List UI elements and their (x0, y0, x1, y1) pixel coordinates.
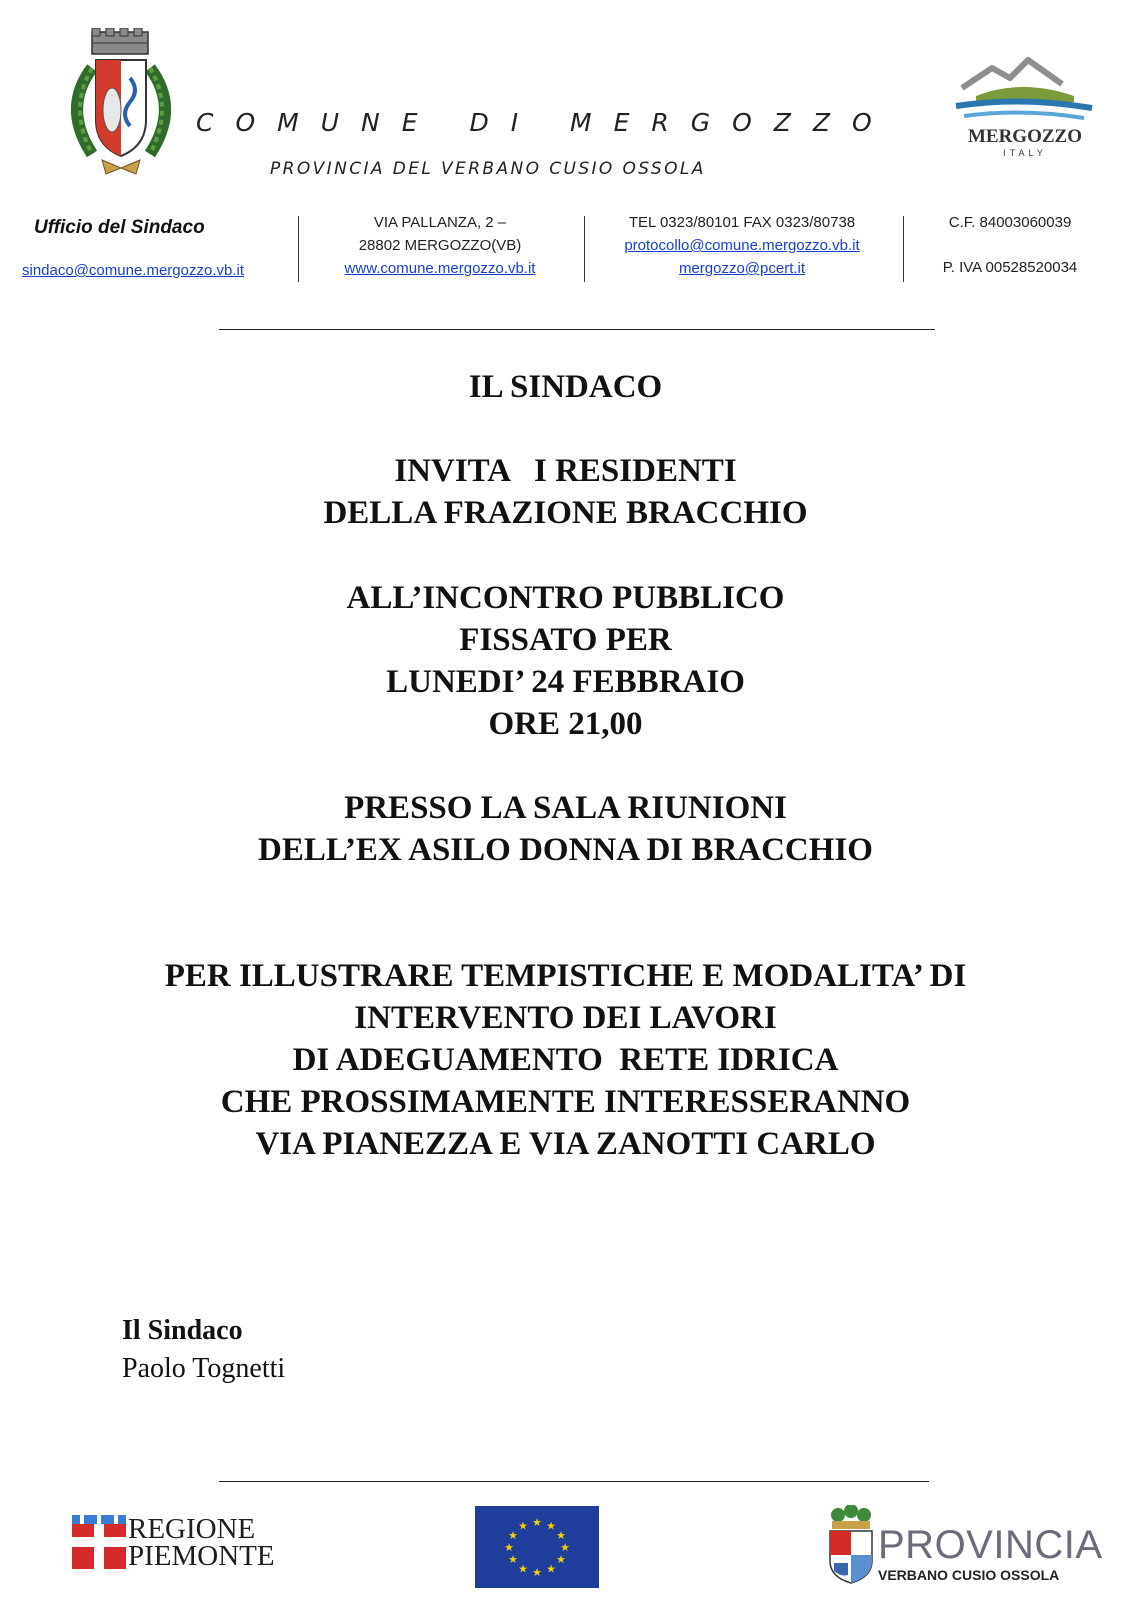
notice-line: VIA PIANEZZA E VIA ZANOTTI CARLO (255, 1126, 876, 1162)
svg-text:★: ★ (546, 1519, 556, 1533)
notice-line: FISSATO PER (459, 622, 672, 658)
footer-divider (219, 1481, 929, 1482)
svg-text:★: ★ (504, 1541, 514, 1554)
office-title: Ufficio del Sindaco (34, 217, 205, 238)
signature-name: Paolo Tognetti (122, 1353, 286, 1384)
office-email-link[interactable]: sindaco@comune.mergozzo.vb.it (22, 262, 244, 279)
svg-text:★: ★ (560, 1541, 570, 1554)
svg-text:★: ★ (532, 1516, 542, 1529)
contact-divider (584, 216, 585, 282)
notice-line: INVITA I RESIDENTI (394, 453, 737, 489)
brand-sub: ITALY (1003, 148, 1047, 158)
website-link[interactable]: www.comune.mergozzo.vb.it (344, 260, 536, 277)
provincia-vco-logo (826, 1505, 1103, 1587)
notice-heading: IL SINDACO (468, 369, 663, 405)
header-divider (219, 329, 935, 330)
notice-line: PRESSO LA SALA RIUNIONI (344, 790, 787, 826)
notice-location: DELL’EX ASILO DONNA DI BRACCHIO (258, 832, 873, 868)
svg-text:★: ★ (508, 1529, 518, 1542)
comune-coat-of-arms-icon (62, 28, 180, 178)
svg-text:★: ★ (518, 1519, 528, 1533)
protocollo-email-link[interactable]: protocollo@comune.mergozzo.vb.it (624, 237, 860, 254)
contact-divider (298, 216, 299, 282)
svg-text:★: ★ (556, 1529, 566, 1542)
eu-flag-icon (475, 1506, 599, 1588)
svg-text:★: ★ (518, 1562, 528, 1576)
piemonte-flag-icon (72, 1515, 126, 1569)
pec-email-link[interactable]: mergozzo@pcert.it (678, 260, 806, 277)
notice-line: DELLA FRAZIONE BRACCHIO (323, 495, 808, 531)
notice-date: LUNEDI’ 24 FEBBRAIO (386, 664, 745, 700)
codice-fiscale: C.F. 84003060039 (948, 214, 1072, 231)
notice-line: CHE PROSSIMAMENTE INTERESSERANNO (220, 1084, 911, 1120)
address-line-1: VIA PALLANZA, 2 – (373, 214, 507, 231)
address-line-2: 28802 MERGOZZO(VB) (358, 237, 522, 254)
svg-text:★: ★ (556, 1553, 566, 1566)
notice-line: DI ADEGUAMENTO RETE IDRICA (292, 1042, 839, 1078)
regione-piemonte-logo (72, 1513, 275, 1572)
svg-text:★: ★ (546, 1562, 556, 1576)
provincia-crest-icon (826, 1505, 876, 1585)
svg-text:★: ★ (508, 1553, 518, 1566)
provincia-name: PROVINCIA (878, 1523, 1103, 1567)
mergozzo-brand-logo (952, 56, 1098, 160)
mountain-lake-icon (952, 56, 1098, 126)
comune-title: COMUNE DI MERGOZZO (196, 108, 894, 137)
notice-line: PER ILLUSTRARE TEMPISTICHE E MODALITA’ DI (164, 958, 967, 994)
partita-iva: P. IVA 00528520034 (942, 259, 1078, 276)
provincia-subtitle: PROVINCIA DEL VERBANO CUSIO OSSOLA (270, 159, 706, 179)
provincia-subname: VERBANO CUSIO OSSOLA (878, 1567, 1060, 1583)
signature-title: Il Sindaco (122, 1315, 243, 1346)
notice-time: ORE 21,00 (488, 706, 643, 742)
regione-text-line1: REGIONE (128, 1513, 256, 1545)
contact-divider (903, 216, 904, 282)
brand-name: MERGOZZO (967, 126, 1082, 147)
svg-text:★: ★ (532, 1566, 542, 1579)
tel-fax: TEL 0323/80101 FAX 0323/80738 (628, 214, 856, 231)
regione-text-line2: PIEMONTE (128, 1540, 275, 1572)
notice-line: ALL’INCONTRO PUBBLICO (346, 580, 785, 616)
notice-line: INTERVENTO DEI LAVORI (354, 1000, 777, 1036)
